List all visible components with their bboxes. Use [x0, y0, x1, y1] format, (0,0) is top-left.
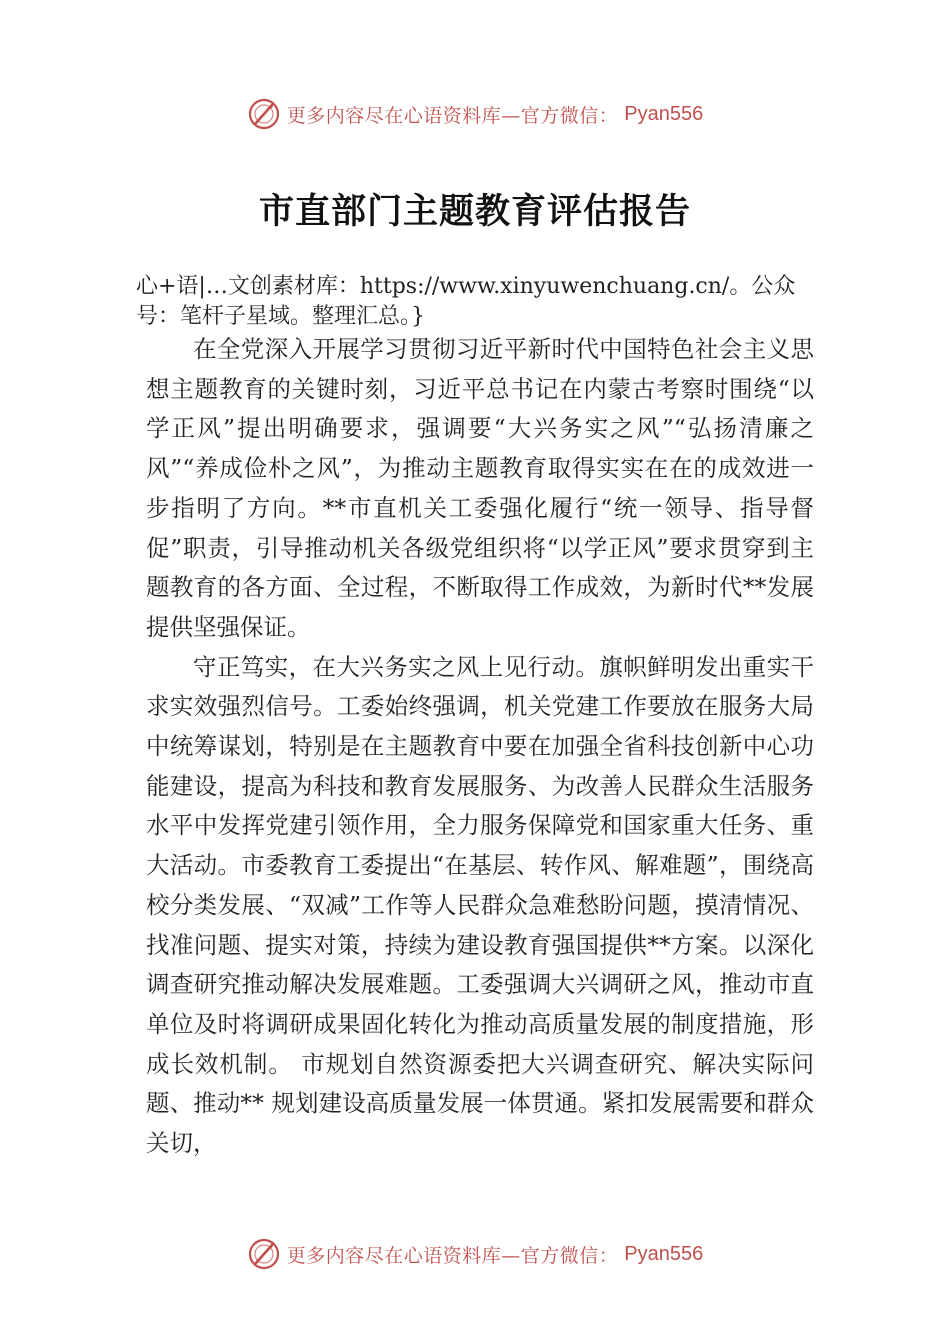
document-body [146, 330, 814, 1164]
header-banner [0, 94, 950, 134]
source-note: 心+语|…文创素材库：https://www.xinyuwenchuang.cn/。公众号：笔杆子星域。整理汇总。} [136, 274, 796, 329]
banner-wechat-id: Pyan556 [624, 1242, 704, 1265]
banner-text: 更多内容尽在心语资料库—官方微信： [286, 104, 619, 127]
document-title: 市直部门主题教育评估报告 [258, 191, 691, 232]
brand-logo-icon [247, 97, 281, 131]
footer-banner [0, 1234, 950, 1274]
banner-text: 更多内容尽在心语资料库—官方微信： [286, 1244, 619, 1267]
banner-wechat-id: Pyan556 [624, 102, 704, 125]
paragraph: 在全党深入开展学习贯彻习近平新时代中国特色社会主义思想主题教育的关键时刻，习近平总书记在内蒙古考察时围绕“以学正风”提出明确要求，强调要“大兴务实之风”“弘扬清廉之风”“养成俭朴之风”，为推动主题教育取得实实在在的成效进一步指明了方向。**市直机关工委强化履行“统一领导、指导督促”职责，引导推动机关各级党组织将“以学正风”要求贯穿到主题教育的各方面、全过程，不断取得工作成效，为新时代**发展提供坚强保证。 [146, 335, 814, 641]
brand-logo-icon [247, 1237, 281, 1271]
paragraph: 守正笃实，在大兴务实之风上见行动。旗帜鲜明发出重实干求实效强烈信号。工委始终强调，机关党建工作要放在服务大局中统筹谋划，特别是在主题教育中要在加强全省科技创新中心功能建设，提高为科技和教育发展服务、为改善人民群众生活服务水平中发挥党建引领作用，全力服务保障党和国家重大任务、重大活动。市委教育工委提出“在基层、转作风、解难题”，围绕高校分类发展、“双减”工作等人民群众急难愁盼问题，摸清情况、找准问题、提实对策，持续为建设教育强国提供**方案。以深化调查研究推动解决发展难题。工委强调大兴调研之风，推动市直单位及时将调研成果固化转化为推动高质量发展的制度措施，形成长效机制。 市规划自然资源委把大兴调查研究、解决实际问题、推动** 规划建设高质量发展一体贯通。紧扣发展需要和群众关切， [146, 652, 814, 1158]
